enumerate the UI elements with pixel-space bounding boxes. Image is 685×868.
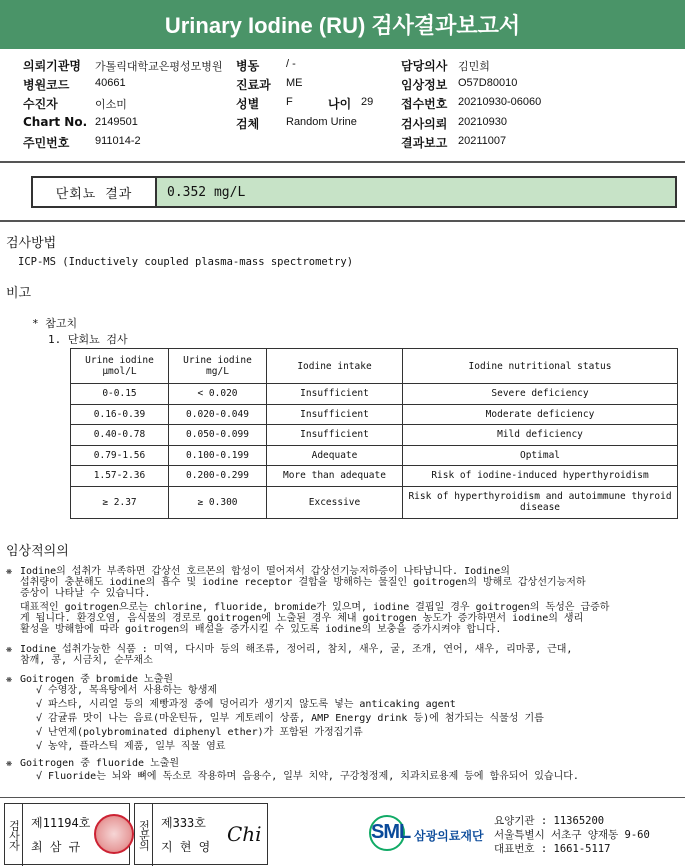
divider — [0, 797, 685, 798]
organization-name: 삼광의료재단 — [414, 829, 484, 843]
text-line: 활성을 방해함에 따라 goitrogen의 배설을 증가시킬 수 있도록 iodine의 보충을 증가시켜야 합니다. — [20, 624, 502, 635]
age-label: 나이 — [328, 97, 352, 111]
table-cell: < 0.020 — [169, 384, 267, 405]
doctor-value: 김민희 — [458, 61, 490, 73]
list-item: √ Fluoride는 뇌와 뼈에 독소로 작용하며 음용수, 일부 치약, 구강청정제, 치과치료용제 등에 함유되어 있습니다. — [36, 771, 579, 782]
institution-code: 요양기관 : 11365200 — [494, 815, 605, 827]
request-date-label: 검사의뢰 — [401, 117, 448, 131]
table-row — [71, 445, 678, 466]
table-cell: Insufficient — [267, 404, 403, 425]
table-row — [71, 466, 678, 487]
footer — [4, 803, 681, 865]
checker-number: 제11194호 — [31, 816, 91, 830]
remarks-heading: 비고 — [6, 286, 32, 301]
code-label: 병원코드 — [23, 78, 70, 92]
doctor-label: 담당의사 — [401, 59, 448, 73]
column-header: Urine iodine mg/L — [169, 349, 267, 384]
table-row — [71, 404, 678, 425]
result-box — [31, 176, 677, 208]
approver-name: 지 현 영 — [161, 840, 211, 854]
paragraph — [6, 566, 672, 599]
text-line: Goitrogen 중 bromide 노출원 — [20, 674, 174, 685]
table-row — [71, 384, 678, 405]
method-text: ICP-MS (Inductively coupled plasma-mass spectrometry) — [18, 256, 354, 268]
text-line: 증상이 나타날 수 있습니다. — [20, 588, 151, 599]
ward-label: 병동 — [236, 59, 260, 73]
table-cell: More than adequate — [267, 466, 403, 487]
table-cell: 0.100-0.199 — [169, 445, 267, 466]
approver-number: 제333호 — [161, 816, 206, 830]
report-title: Urinary Iodine (RU) 검사결과보고서 — [0, 0, 685, 49]
dept-label: 진료과 — [236, 78, 271, 92]
text-line: 대표적인 goitrogen으로는 chlorine, fluoride, bromide가 있으며, iodine 결핍일 경우 goitrogen의 독성은 급증하 — [20, 602, 610, 613]
approver-box — [134, 803, 268, 865]
list-item: √ 파스타, 시리얼 등의 제빵과정 중에 덩어리가 생기지 않도록 넣는 anticaking agent — [36, 699, 456, 710]
list-item: √ 감귤류 맛이 나는 음료(마운틴듀, 일부 게토레이 상품, AMP Energy drink 등)에 첨가되는 식물성 기름 — [36, 713, 544, 724]
divider — [0, 220, 685, 222]
checker-name: 최 삼 규 — [31, 840, 81, 854]
ward-value: / - — [286, 58, 296, 70]
column-header: Urine iodine μmol/L — [71, 349, 169, 384]
paragraph — [6, 674, 672, 755]
seal-stamp — [94, 814, 134, 854]
request-date-value: 20210930 — [458, 116, 507, 128]
phone: 대표번호 : 1661-5117 — [494, 843, 611, 855]
table-row — [71, 486, 678, 518]
patient-label: 수진자 — [23, 97, 58, 111]
table-cell: Optimal — [403, 445, 678, 466]
reference-subtitle: 1. 단회뇨 검사 — [48, 333, 128, 346]
bullet-icon: ❋ — [6, 566, 13, 577]
approver-label: 전문의 — [135, 804, 153, 866]
checker-box — [4, 803, 130, 865]
dept-value: ME — [286, 77, 303, 89]
method-heading: 검사방법 — [6, 236, 57, 251]
table-cell: 0.200-0.299 — [169, 466, 267, 487]
specimen-label: 검체 — [236, 117, 260, 131]
divider — [0, 161, 685, 163]
logo-text: SML — [371, 821, 411, 843]
paragraph — [6, 758, 672, 782]
receipt-value: 20210930-06060 — [458, 96, 542, 108]
clinic-value: O57D80010 — [458, 77, 518, 89]
text-line: Iodine 섭취가능한 식품 : 미역, 다시마 등의 해조류, 정어리, 참치, 새우, 굴, 조개, 연어, 새우, 리마콩, 근대, — [20, 644, 573, 655]
table-row — [71, 425, 678, 446]
table-cell: Risk of hyperthyroidism and autoimmune thyroid disease — [403, 486, 678, 518]
text-line: Iodine의 섭취가 부족하면 갑상선 호르몬의 합성이 떨어져서 갑상선기능저하증이 나타납니다. Iodine의 — [20, 566, 510, 577]
text-line: Goitrogen 중 fluoride 노출원 — [20, 758, 180, 769]
receipt-label: 접수번호 — [401, 97, 448, 111]
table-cell: Mild deficiency — [403, 425, 678, 446]
patient-info — [0, 52, 685, 152]
paragraph — [6, 644, 672, 666]
table-header-row — [71, 349, 678, 384]
table-cell: Insufficient — [267, 384, 403, 405]
table-cell: ≥ 2.37 — [71, 486, 169, 518]
text-line: 참깨, 콩, 시금치, 순무채소 — [20, 655, 153, 666]
hospital-value: 가톨릭대학교은평성모병원 — [95, 61, 223, 73]
table-cell: 0.020-0.049 — [169, 404, 267, 425]
list-item: √ 농약, 플라스틱 제품, 일부 직물 염료 — [36, 741, 226, 752]
result-label: 단회뇨 결과 — [33, 178, 157, 206]
chart-label: Chart No. — [23, 115, 88, 129]
specimen-value: Random Urine — [286, 116, 357, 128]
table-cell: 0.79-1.56 — [71, 445, 169, 466]
table-cell: Insufficient — [267, 425, 403, 446]
clinical-heading: 임상적의의 — [6, 544, 69, 559]
table-cell: 0.050-0.099 — [169, 425, 267, 446]
table-cell: Risk of iodine-induced hyperthyroidism — [403, 466, 678, 487]
table-cell: Severe deficiency — [403, 384, 678, 405]
list-item: √ 수영장, 목욕탕에서 사용하는 항생제 — [36, 685, 218, 696]
result-value: 0.352 mg/L — [157, 178, 675, 206]
table-cell: Excessive — [267, 486, 403, 518]
bullet-icon: ❋ — [6, 758, 13, 769]
sex-label: 성별 — [236, 97, 260, 111]
chart-value: 2149501 — [95, 116, 138, 128]
report-date-value: 20211007 — [458, 135, 507, 147]
table-cell: 1.57-2.36 — [71, 466, 169, 487]
report-date-label: 결과보고 — [401, 136, 448, 150]
id-value: 911014-2 — [95, 135, 141, 147]
table-cell: ≥ 0.300 — [169, 486, 267, 518]
text-line: 섭취량이 충분해도 iodine의 흡수 및 iodine receptor 결합을 방해하는 물질인 goitrogen의 방해로 갑상선기능저하 — [20, 577, 586, 588]
hospital-label: 의뢰기관명 — [23, 59, 81, 73]
list-item: √ 난연제(polybrominated diphenyl ether)가 포함된 가정집기류 — [36, 727, 363, 738]
clinic-label: 임상정보 — [401, 78, 448, 92]
code-value: 40661 — [95, 77, 126, 89]
table-cell: Adequate — [267, 445, 403, 466]
reference-title: * 참고치 — [32, 317, 78, 330]
bullet-icon: ❋ — [6, 644, 13, 655]
address: 서울특별시 서초구 양재동 9-60 — [494, 829, 650, 841]
reference-table — [70, 348, 678, 519]
table-cell: 0-0.15 — [71, 384, 169, 405]
patient-value: 이소미 — [95, 99, 127, 111]
table-cell: 0.40-0.78 — [71, 425, 169, 446]
column-header: Iodine nutritional status — [403, 349, 678, 384]
column-header: Iodine intake — [267, 349, 403, 384]
age-value: 29 — [361, 96, 374, 108]
signature: Chi — [227, 822, 262, 846]
id-label: 주민번호 — [23, 136, 70, 150]
sex-value: F — [286, 96, 293, 108]
checker-label: 검사자 — [5, 804, 23, 866]
bullet-icon: ❋ — [6, 674, 13, 685]
paragraph — [20, 602, 672, 635]
text-line: 게 됩니다. 환경오염, 음식물의 경로로 goitrogen에 노출된 경우 체내 goitrogen 농도가 증가하면서 iodine의 생리 — [20, 613, 584, 624]
table-cell: 0.16-0.39 — [71, 404, 169, 425]
table-cell: Moderate deficiency — [403, 404, 678, 425]
